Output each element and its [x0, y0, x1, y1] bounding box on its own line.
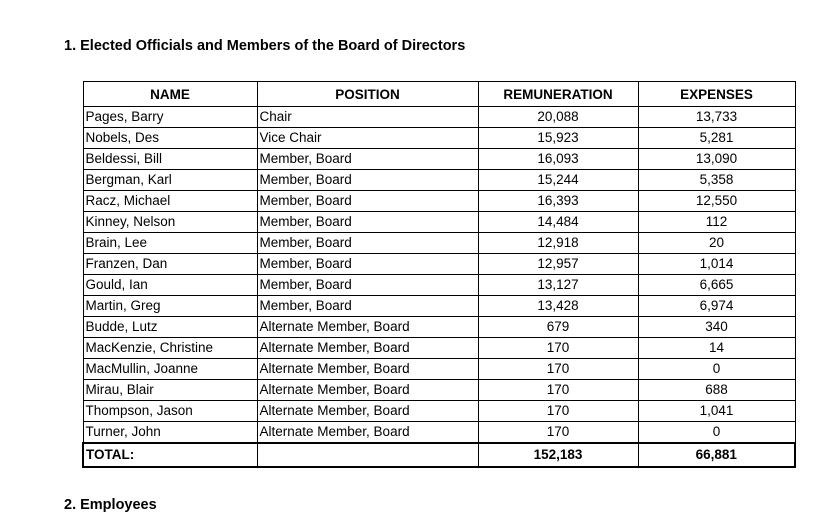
cell-name: Thompson, Jason — [83, 401, 257, 422]
cell-position: Member, Board — [257, 233, 478, 254]
cell-expenses: 0 — [638, 359, 795, 380]
cell-remuneration: 170 — [478, 359, 638, 380]
cell-position: Alternate Member, Board — [257, 380, 478, 401]
cell-position: Member, Board — [257, 275, 478, 296]
table-row — [83, 275, 795, 296]
cell-expenses: 0 — [638, 422, 795, 444]
total-remuneration: 152,183 — [478, 443, 638, 467]
cell-expenses: 112 — [638, 212, 795, 233]
cell-expenses: 688 — [638, 380, 795, 401]
cell-position: Alternate Member, Board — [257, 422, 478, 444]
table-row — [83, 128, 795, 149]
cell-name: Martin, Greg — [83, 296, 257, 317]
cell-remuneration: 679 — [478, 317, 638, 338]
cell-expenses: 1,014 — [638, 254, 795, 275]
cell-expenses: 14 — [638, 338, 795, 359]
cell-name: Racz, Michael — [83, 191, 257, 212]
table-row — [83, 401, 795, 422]
cell-position: Alternate Member, Board — [257, 359, 478, 380]
cell-expenses: 20 — [638, 233, 795, 254]
cell-expenses: 13,733 — [638, 107, 795, 128]
table-row — [83, 380, 795, 401]
column-header-remuneration: REMUNERATION — [478, 82, 638, 107]
cell-name: Brain, Lee — [83, 233, 257, 254]
cell-remuneration: 170 — [478, 422, 638, 444]
column-header-expenses: EXPENSES — [638, 82, 795, 107]
cell-position: Member, Board — [257, 170, 478, 191]
table-row — [83, 170, 795, 191]
cell-remuneration: 15,923 — [478, 128, 638, 149]
total-position-cell — [257, 443, 478, 467]
cell-remuneration: 13,127 — [478, 275, 638, 296]
cell-name: Mirau, Blair — [83, 380, 257, 401]
cell-position: Alternate Member, Board — [257, 317, 478, 338]
cell-position: Member, Board — [257, 254, 478, 275]
cell-expenses: 6,974 — [638, 296, 795, 317]
cell-name: Nobels, Des — [83, 128, 257, 149]
table-row — [83, 191, 795, 212]
cell-remuneration: 12,918 — [478, 233, 638, 254]
cell-remuneration: 14,484 — [478, 212, 638, 233]
cell-name: Gould, Ian — [83, 275, 257, 296]
cell-name: Franzen, Dan — [83, 254, 257, 275]
cell-remuneration: 16,093 — [478, 149, 638, 170]
cell-name: Kinney, Nelson — [83, 212, 257, 233]
cell-position: Member, Board — [257, 296, 478, 317]
cell-expenses: 12,550 — [638, 191, 795, 212]
cell-position: Member, Board — [257, 191, 478, 212]
cell-remuneration: 12,957 — [478, 254, 638, 275]
cell-name: Pages, Barry — [83, 107, 257, 128]
cell-remuneration: 20,088 — [478, 107, 638, 128]
cell-name: MacMullin, Joanne — [83, 359, 257, 380]
cell-expenses: 340 — [638, 317, 795, 338]
cell-expenses: 6,665 — [638, 275, 795, 296]
cell-expenses: 5,281 — [638, 128, 795, 149]
cell-position: Alternate Member, Board — [257, 401, 478, 422]
cell-name: Budde, Lutz — [83, 317, 257, 338]
cell-name: Beldessi, Bill — [83, 149, 257, 170]
cell-position: Member, Board — [257, 149, 478, 170]
cell-position: Member, Board — [257, 212, 478, 233]
cell-name: MacKenzie, Christine — [83, 338, 257, 359]
cell-expenses: 5,358 — [638, 170, 795, 191]
cell-remuneration: 170 — [478, 401, 638, 422]
table-row — [83, 317, 795, 338]
table-row — [83, 107, 795, 128]
table-row — [83, 296, 795, 317]
cell-position: Chair — [257, 107, 478, 128]
table-header-row — [83, 82, 795, 107]
cell-remuneration: 16,393 — [478, 191, 638, 212]
table-row — [83, 233, 795, 254]
cell-name: Turner, John — [83, 422, 257, 444]
cell-expenses: 13,090 — [638, 149, 795, 170]
total-expenses: 66,881 — [638, 443, 795, 467]
cell-remuneration: 170 — [478, 380, 638, 401]
table-body — [83, 107, 795, 468]
table-row — [83, 254, 795, 275]
table-row — [83, 359, 795, 380]
cell-remuneration: 170 — [478, 338, 638, 359]
table-row — [83, 212, 795, 233]
table-row — [83, 149, 795, 170]
column-header-name: NAME — [83, 82, 257, 107]
cell-name: Bergman, Karl — [83, 170, 257, 191]
section-heading-employees: 2. Employees — [64, 497, 157, 513]
cell-expenses: 1,041 — [638, 401, 795, 422]
cell-position: Vice Chair — [257, 128, 478, 149]
remuneration-table — [82, 81, 796, 468]
cell-position: Alternate Member, Board — [257, 338, 478, 359]
column-header-position: POSITION — [257, 82, 478, 107]
cell-remuneration: 13,428 — [478, 296, 638, 317]
section-heading-elected-officials: 1. Elected Officials and Members of the Board of Directors — [64, 38, 466, 54]
table-row — [83, 422, 795, 444]
table-row — [83, 338, 795, 359]
cell-remuneration: 15,244 — [478, 170, 638, 191]
total-label: TOTAL: — [83, 443, 257, 467]
total-row — [83, 443, 795, 467]
